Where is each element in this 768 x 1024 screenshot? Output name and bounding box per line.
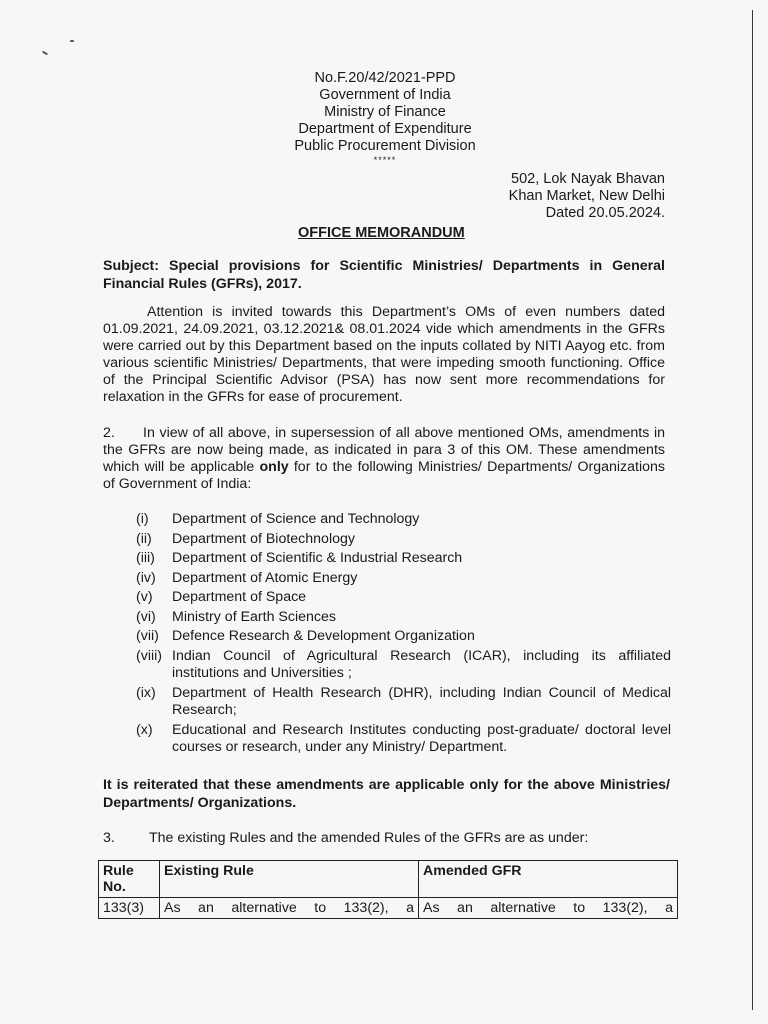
list-item [136,589,671,607]
memo-title: OFFICE MEMORANDUM [298,225,465,241]
list-text: Department of Scientific & Industrial Research [172,550,463,566]
table-cell-existing-rule: As an alternative to 133(2), a [160,898,419,919]
list-item [136,609,671,627]
list-item [136,550,671,568]
list-number: (ii) [136,530,152,547]
list-text: Department of Science and Technology [172,511,420,527]
list-text: Indian Council of Agricultural Research (ICAR), including its affiliated institutions and Universities ; [172,647,671,681]
list-number: (i) [136,511,149,527]
table-header-row [99,861,678,898]
division-name: Public Procurement Division [294,138,476,154]
list-item [136,685,671,720]
list-text: Ministry of Earth Sciences [172,608,337,625]
list-item [136,511,671,529]
list-text: Department of Space [172,589,307,605]
paragraph-2-emphasis: only [259,459,289,475]
list-item [136,531,671,549]
office-address [509,171,665,222]
list-number: (viii) [136,647,162,664]
list-number: (x) [136,721,153,738]
table-cell-rule-no: 133(3) [99,898,160,919]
document-header [270,70,500,165]
paragraph-1: Attention is invited towards this Department’s OMs of even numbers dated 01.09.2021, 24.09.2021, 03.12.2021& 08.01.2024 vide which amendments in the GFRs were carried out by this Department based on the inputs collated by NITI Aayog etc. from various scientific Ministries/ Departments, that were impeding smooth functioning. Office of the Principal Scientific Advisor (PSA) has now sent more recommendations for relaxation in the GFRs for ease of procurement. [103,304,665,405]
list-number: (vii) [136,628,159,644]
list-item [136,570,671,588]
paragraph-2 [103,425,665,493]
paragraph-3 [103,830,588,846]
list-number: (vi) [136,608,156,625]
organizations-list [136,511,671,759]
list-text: Defence Research & Development Organization [172,628,475,644]
list-number: (ix) [136,684,156,701]
table-header-rule-no: Rule No. [99,861,160,898]
table-row [99,898,678,919]
list-number: (iii) [136,550,155,566]
list-item [136,648,671,683]
paragraph-2-number: 2. [103,425,115,441]
gfr-rules-table [98,860,678,919]
table-header-amended-gfr: Amended GFR [419,861,678,898]
scan-edge-line [752,10,753,1010]
list-number: (iv) [136,569,156,586]
reference-number: No.F.20/42/2021-PPD [314,70,456,86]
scan-speck [42,51,48,56]
government-name: Government of India [319,87,451,103]
paragraph-3-number: 3. [103,830,115,846]
ministry-name: Ministry of Finance [324,104,446,120]
list-number: (v) [136,589,153,605]
date-line: Dated 20.05.2024. [545,205,665,221]
table-cell-amended-gfr: As an alternative to 133(2), a [419,898,678,919]
paragraph-2-text-b: for to the following Ministries/ Departments/ Organizations of Government of India: [103,459,665,492]
table-header-existing-rule: Existing Rule [160,861,419,898]
list-item [136,628,671,646]
list-item [136,722,671,757]
header-stars: ***** [373,155,397,165]
paragraph-2-text-a: In view of all above, in supersession of all above mentioned OMs, amendments in the GFRs are now being made, as indicated in para 3 of this OM. These amendments which will be applicable [103,425,665,475]
address-line-1: 502, Lok Nayak Bhavan [511,171,665,187]
reiteration-note: It is reiterated that these amendments are applicable only for the above Ministries/ Departments/ Organizations. [103,777,670,811]
list-text: Educational and Research Institutes conducting post-graduate/ doctoral level courses or research, under any Ministry/ Department. [172,721,671,755]
list-text: Department of Health Research (DHR), including Indian Council of Medical Research; [172,684,671,718]
paragraph-3-text: The existing Rules and the amended Rules of the GFRs are as under: [149,830,589,846]
address-line-2: Khan Market, New Delhi [508,188,665,204]
list-text: Department of Biotechnology [172,530,355,547]
list-text: Department of Atomic Energy [172,569,358,586]
department-name: Department of Expenditure [298,121,472,137]
scan-speck [70,40,74,42]
subject-line: Subject: Special provisions for Scientific Ministries/ Departments in General Financial Rules (GFRs), 2017. [103,258,665,292]
